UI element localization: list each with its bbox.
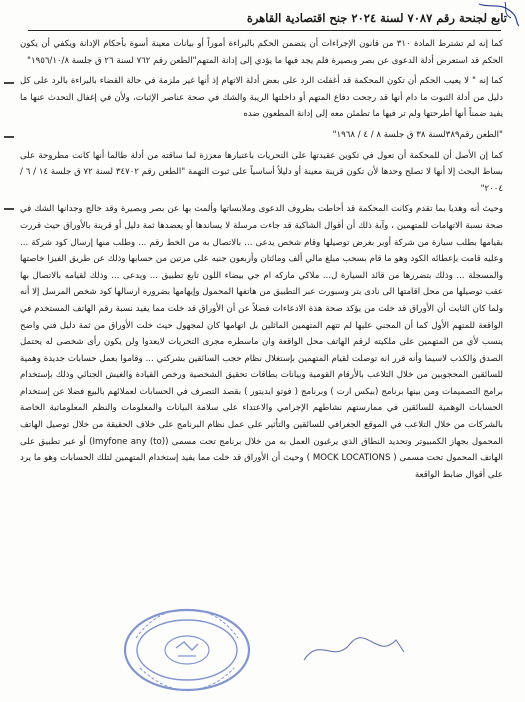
document-body <box>20 36 503 698</box>
margin-ink-mark <box>4 136 14 138</box>
paragraph-4: كما إن الأصل أن للمحكمة أن تعول في تكوين عقيدتها على التحريات باعتبارها معززة لما ساقته من أدلة طالما أنها كانت مطروحة على بساط البحث إلا أنها لا تصلح وحدها لأن تكون قرينة معينة أو دليلاً أساسياً على ثبوت التهمة "الطعن رقم ٣٤٧٠٢ لسنة ٧٢ ق جلسة ١٤ / ٦ / ٢٠٠٤" <box>20 150 503 194</box>
paragraph-1: كما إنه لم تشترط المادة ٣١٠ من قانون الإجراءات أن يتضمن الحكم بالبراءة أموراً أو بيانات معينة أسوة بأحكام الإدانة ويكفي أن يكون الحكم قد استعرض أدلة الدعوى عن بصر وبصيرة فلم يجد فيها ما يؤدي إلى إدانة المتهم"الطعن رقم ٧٦٢ لسنة ٢٦ ق جلسة ١٩٥٦/١٠/٨" <box>20 39 503 66</box>
paragraph-5: وحيث أنه وهديا بما تقدم وكانت المحكمة قد أحاطت بظروف الدعوى وملابساتها وألمت بها عن بصر وبصيرة وقد خالج وجدانها الشك في صحة نسبة الاتهامات للمتهمين ، وآية ذلك أن أقوال الشاكية قد جاءت مرسلة لا يساندها أو يعضدها ثمة دليل أو قرينة بالأوراق حيث قررت بقيامها بطلب سيارة من شركة أوبر بغرض توصيلها وقام شخص يدعى ... بالاتصال به من الخط رقم ... وطلب منها إرسال كود شركة ... وعليه قامت بإعطائه الكود وهو ما قام بسحب مبلغ مالي ألف ومائتان وأربعون جنيه على مرتين من حسابها وذلك عن طريق الفيزا خاصتها والمسجلة ... وذلك بتضررها من قائد السيارة ل... ملاكي ماركه ام جي بيضاء اللون تابع تطبيق ... ويدعى ... وذلك لقيامه بالاتصال بها عقب توصيلها من محل اقامتها الى نادى بتر وسبورت عبر التطبيق من هاتفها المحمول وإيهامها بضروره ارسالها كود شخص المرسل إلا أنه ولما كان الثابت أن الأوراق قد خلت من يؤكد صحة هذة الادعاءات فضلاً عن أن الأوراق قد خلت مما يفيد نسبة رقم الهاتف المستخدم في الواقعة للمتهم الأول كما أن المجني عليها لم تتهم المتهمين الماثلين بل اتهامها كان لمجهول حيث خلت الأوراق من ثمة دليل فني واضح ينسب لأي من المتهمين على ملكيته لرقم الهاتف محل الواقعة وان ماسطره مجرى التحريات لايعدوا ولن يكون رأى شخصى له يحتمل الصدق والكذب لاسيما وأنه قرر انه توصلت لقيام المتهمين بإستغلال نظام حجب السائقين بشركتي ... وقاموا بعمل حسابات جديدة وهمية للسائقين المحجوبين من خلال التلاعب بالأرقام القومية وبيانات بطاقات تحقيق الشخصية ورخص القيادة والغيش الجنائي وذلك بإستخدام برامج التصميمات ومن بينها برنامج (بيكس ارت ) وبرنامج ( فوتو ايديتور ) بقصد التصرف في الحسابات لعملائهم بالبيع فضلا عن إستخدام الحسابات الوهمية للسائقين في ممارستهم نشاطهم الإجرامي والاعتداء على سلامة البيانات والمعلومات والنظم المعلوماتية الخاصة بالشركات من خلال التلاعب في الموقع الجغرافي للسائقين والتأثير على عمل نظام البرنامج على خلاف الحقيقة من خلال توصيل الهاتف المحمول بجهاز الكمبيوتر وتحديد النطاق الذي يرغبون العمل به من خلال برنامج تحت مسمى (Imyfone any (to)) أو عبر تطبيق على الهاتف المحمول تحت مسمى ( MOCK LOCATIONS ) وحيث أن الأوراق قد خلت مما يفيد إستخدام المتهمين لتلك الحسابات وهو ما يرد على أقوال ضابط الواقعة <box>20 204 503 480</box>
page-header-title: تابع لجنحة رقم ٧٠٨٧ لسنة ٢٠٢٤ جنح اقتصادية القاهرة <box>246 11 507 25</box>
margin-ink-mark <box>4 82 14 84</box>
margin-ink-mark <box>4 208 14 210</box>
header-divider <box>28 30 501 31</box>
paragraph-2: كما إنه " لا يعيب الحكم أن تكون المحكمة قد أغفلت الرد على بعض أدلة الاتهام إذ أنها غير ملزمة في حالة القضاء بالبراءة بالرد على كل دليل من أدلة الثبوت ما دام أنها قد رجحت دفاع المتهم أو داخلتها الريبة والشك في صحة عناصر الإثبات، ولأن في إغفال التحدث عنها ما يفيد ضمناً أنها أطرحتها ولم تر فيها ما تطمئن معه إلى إدانة المطعون ضده <box>20 76 503 120</box>
paragraph-3: "الطعن رقم٣٨٩لسنة ٣٨ ق جلسة ٨ / ٤ / ١٩٦٨" <box>332 129 503 140</box>
